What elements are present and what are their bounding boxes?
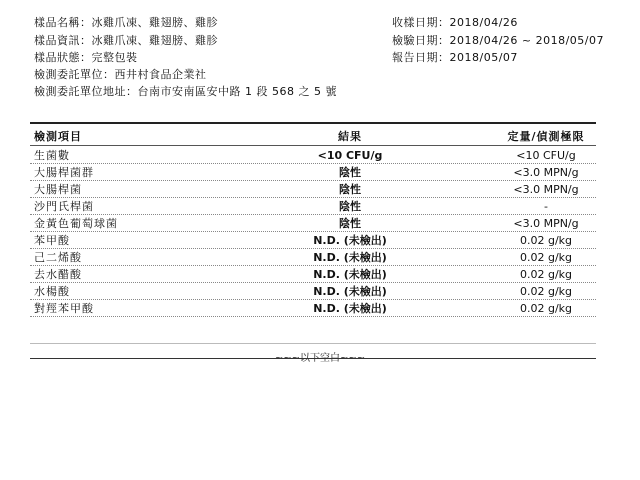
result-cell: 陰性 <box>339 183 361 196</box>
test-item-cell: 己二烯酸 <box>34 251 82 264</box>
client-address: 檢測委託單位地址：台南市安南區安中路 1 段 568 之 5 號 <box>34 85 337 98</box>
result-cell: N.D. (未檢出) <box>313 251 387 264</box>
limit-cell: <3.0 MPN/g <box>513 183 579 196</box>
test-item-cell: 大腸桿菌群 <box>34 166 94 179</box>
test-item-cell: 對羥苯甲酸 <box>34 302 94 315</box>
table-top-rule <box>30 122 596 124</box>
test-period: 檢驗日期：2018/04/26 ~ 2018/05/07 <box>392 34 605 47</box>
test-item-cell: 大腸桿菌 <box>34 183 82 196</box>
result-cell: N.D. (未檢出) <box>313 285 387 298</box>
result-cell: <10 CFU/g <box>317 149 383 162</box>
client-unit: 檢測委託單位：西井村食品企業社 <box>34 68 207 81</box>
test-item-cell: 去水醋酸 <box>34 268 82 281</box>
limit-cell: - <box>544 200 548 213</box>
column-header-result: 結果 <box>338 130 362 143</box>
limit-cell: 0.02 g/kg <box>519 285 573 298</box>
test-item-cell: 水楊酸 <box>34 285 70 298</box>
result-cell: 陰性 <box>339 166 361 179</box>
limit-cell: <10 CFU/g <box>516 149 576 162</box>
table-row <box>30 198 596 215</box>
table-row <box>30 147 596 164</box>
column-header-limit: 定量/偵測極限 <box>507 130 585 143</box>
limit-cell: 0.02 g/kg <box>519 251 573 264</box>
result-cell: N.D. (未檢出) <box>313 302 387 315</box>
test-item-cell: 苯甲酸 <box>34 234 70 247</box>
sample-state: 樣品狀態：完整包裝 <box>34 51 138 64</box>
limit-cell: 0.02 g/kg <box>519 268 573 281</box>
receive-date: 收樣日期：2018/04/26 <box>392 16 518 29</box>
limit-cell: <3.0 MPN/g <box>513 217 579 230</box>
row-separator <box>30 316 596 317</box>
result-cell: 陰性 <box>339 200 361 213</box>
sample-name: 樣品名稱：冰雞爪凍、雞翅膀、雞胗 <box>34 16 218 29</box>
table-row <box>30 164 596 181</box>
table-row <box>30 181 596 198</box>
table-row <box>30 215 596 232</box>
result-cell: N.D. (未檢出) <box>313 268 387 281</box>
table-header-rule <box>30 145 596 146</box>
limit-cell: 0.02 g/kg <box>519 302 573 315</box>
sample-info: 樣品資訊：冰雞爪凍、雞翅膀、雞胗 <box>34 34 218 47</box>
report-date: 報告日期：2018/05/07 <box>392 51 518 64</box>
table-row <box>30 232 596 249</box>
test-item-cell: 沙門氏桿菌 <box>34 200 94 213</box>
result-cell: N.D. (未檢出) <box>313 234 387 247</box>
table-bottom-rule <box>30 358 596 359</box>
table-row <box>30 266 596 283</box>
table-row <box>30 283 596 300</box>
column-header-item: 檢測項目 <box>34 130 82 143</box>
result-cell: 陰性 <box>339 217 361 230</box>
table-row <box>30 249 596 266</box>
table-row <box>30 300 596 317</box>
limit-cell: <3.0 MPN/g <box>513 166 579 179</box>
table-end-rule <box>30 343 596 344</box>
test-item-cell: 生菌數 <box>34 149 70 162</box>
limit-cell: 0.02 g/kg <box>519 234 573 247</box>
test-item-cell: 金黃色葡萄球菌 <box>34 217 118 230</box>
end-of-report-note <box>0 349 640 364</box>
